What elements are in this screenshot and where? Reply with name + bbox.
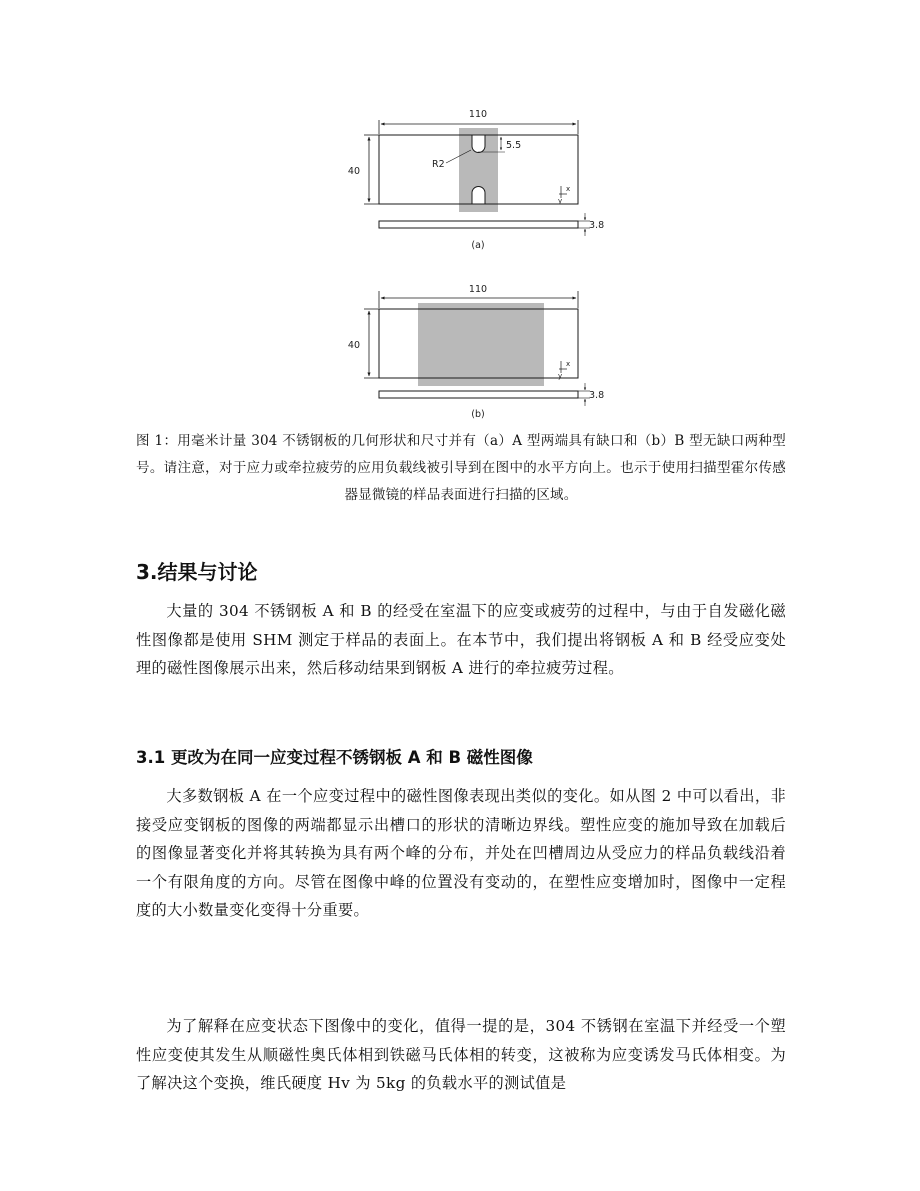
panel-b xyxy=(348,284,604,420)
panel-a-thickness-label: 3.8 xyxy=(589,220,605,231)
panel-b-length-label: 110 xyxy=(468,284,488,295)
figure-1 xyxy=(0,0,920,430)
panel-a-label: (a) xyxy=(471,240,485,251)
panel-a-bottom-notch xyxy=(472,187,485,205)
panel-a-axis-y: y xyxy=(558,197,563,205)
panel-a-top-notch xyxy=(472,135,485,153)
panel-a-radius-label: R2 xyxy=(432,159,445,170)
panel-b-thickness-label: 3.8 xyxy=(589,390,605,401)
panel-a-length-label: 110 xyxy=(468,109,488,120)
panel-b-label: (b) xyxy=(471,409,485,420)
section-heading: 3.结果与讨论 xyxy=(136,560,258,584)
subsection-paragraph-1: 大多数钢板 A 在一个应变过程中的磁性图像表现出类似的变化。如从图 2 中可以看出，非接受应变钢板的图像的两端都显示出槽口的形状的清晰边界线。塑性应变的施加导致在加载后的图像显著变化并将其转换为具有两个峰的分布，并处在凹槽周边从受应力的样品负载线沿着一个有限角度的方向。尽管在图像中峰的位置没有变动的，在塑性应变增加时，图像中一定程度的大小数量变化变得十分重要。 xyxy=(136,787,786,920)
panel-b-width-label: 40 xyxy=(347,340,360,351)
panel-a-axis-x: x xyxy=(566,185,571,193)
specimen-diagram xyxy=(0,0,920,430)
panel-b-scan-region xyxy=(418,303,544,386)
panel-b-side-view xyxy=(379,391,578,398)
panel-a-notch-depth-label: 5.5 xyxy=(506,140,522,151)
panel-a-side-view xyxy=(379,221,578,228)
panel-a-width-label: 40 xyxy=(347,166,360,177)
subsection-heading: 3.1 更改为在同一应变过程不锈钢板 A 和 B 磁性图像 xyxy=(136,748,533,767)
subsection-paragraph-2: 为了解释在应变状态下图像中的变化，值得一提的是，304 不锈钢在室温下并经受一个塑性应变使其发生从顺磁性奥氏体相到铁磁马氏体相的转变，这被称为应变诱发马氏体相变。为了解决这个变换，维氏硬度 Hv 为 5kg 的负载水平的测试值是 xyxy=(136,1017,786,1093)
panel-b-axis-y: y xyxy=(558,372,563,380)
panel-a xyxy=(348,109,604,251)
section-paragraph: 大量的 304 不锈钢板 A 和 B 的经受在室温下的应变或疲劳的过程中，与由于自发磁化磁性图像都是使用 SHM 测定于样品的表面上。在本节中，我们提出将钢板 A 和 B 经受应变处理的磁性图像展示出来，然后移动结果到钢板 A 进行的牵拉疲劳过程。 xyxy=(136,602,786,678)
panel-b-axis-x: x xyxy=(566,360,571,368)
figure-caption: 图 1：用毫米计量 304 不锈钢板的几何形状和尺寸并有（a）A 型两端具有缺口和（b）B 型无缺口两种型号。请注意，对于应力或牵拉疲劳的应用负载线被引导到在图中的水平方向上。也示于使用扫描型霍尔传感器显微镜的样品表面进行扫描的区域。 xyxy=(136,433,786,503)
